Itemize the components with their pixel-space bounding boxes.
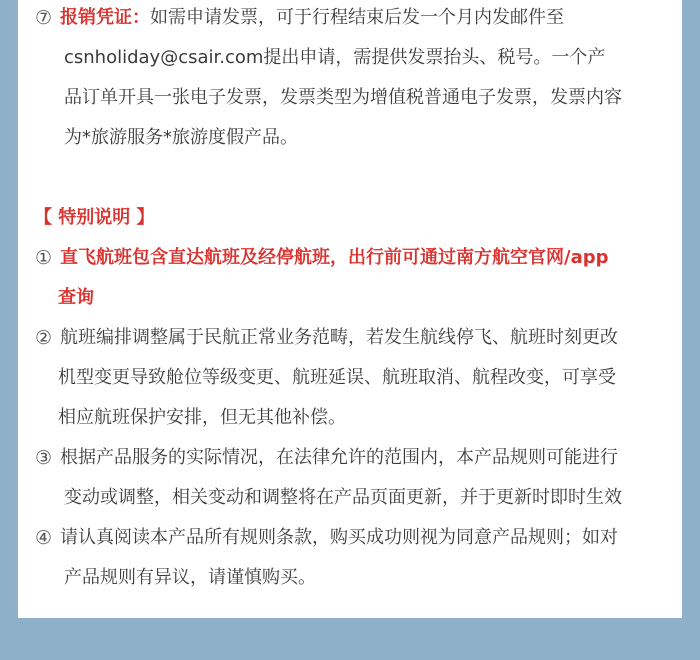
content-card [18,0,682,618]
item-line: 产品规则有异议，请谨慎购买。 [64,567,316,588]
item-line: 相应航班保护安排，但无其他补偿。 [58,407,346,428]
item-line [60,0,564,38]
item-line: 机型变更导致舱位等级变更、航班延误、航班取消、航程改变，可享受 [58,367,616,388]
invoice-label: 报销凭证： [60,7,150,28]
item-marker: ② [35,327,53,349]
item-marker: ⑦ [35,7,53,29]
item-line: csnholiday@csair.com提出申请，需提供发票抬头、税号。一个产 [64,47,606,68]
item-line: 根据产品服务的实际情况，在法律允许的范围内，本产品规则可能进行 [60,447,618,468]
item-marker: ④ [35,527,53,549]
item-line: 航班编排调整属于民航正常业务范畴，若发生航线停飞、航班时刻更改 [60,327,618,348]
item-line: 变动或调整，相关变动和调整将在产品页面更新，并于更新时即时生效 [64,487,622,508]
item-line: 直飞航班包含直达航班及经停航班，出行前可通过南方航空官网/app [60,247,609,268]
special-notes-title: 【 特别说明 】 [34,207,155,228]
item-line: 品订单开具一张电子发票，发票类型为增值税普通电子发票，发票内容 [64,87,622,108]
invoice-text: 如需申请发票，可于行程结束后发一个月内发邮件至 [150,7,564,28]
item-line: 为*旅游服务*旅游度假产品。 [64,127,298,148]
item-marker: ① [35,247,53,269]
item-line: 查询 [58,287,94,308]
item-marker: ③ [35,447,53,469]
item-line: 请认真阅读本产品所有规则条款，购买成功则视为同意产品规则；如对 [60,527,618,548]
